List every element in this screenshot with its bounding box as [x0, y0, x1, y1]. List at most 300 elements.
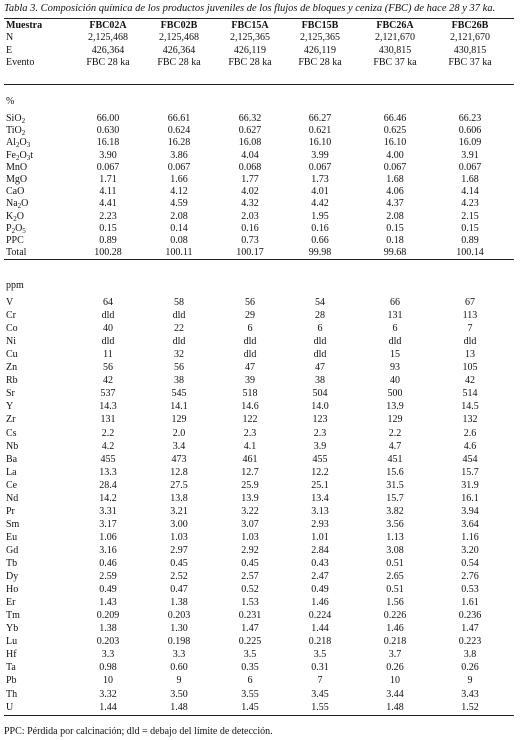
row-label: Eu	[6, 531, 18, 543]
table-row	[0, 545, 520, 557]
table-cell: 426,364	[162, 44, 196, 56]
table-cell: 4.23	[461, 198, 479, 210]
table-cell: 66	[390, 297, 400, 308]
table-cell: 16.1	[461, 492, 479, 504]
row-label: N	[6, 32, 14, 43]
table-cell: 2.76	[461, 571, 479, 583]
table-cell: 1.55	[311, 701, 329, 713]
table-cell: 47	[245, 362, 255, 374]
table-row	[0, 649, 520, 661]
table-cell: 25.9	[241, 479, 259, 491]
table-cell: 16.28	[167, 137, 191, 149]
table-cell: 0.51	[386, 558, 404, 569]
table-cell: 66.00	[96, 113, 120, 124]
table-cell: 3.08	[386, 544, 404, 556]
table-row	[0, 150, 520, 162]
table-cell: 14.0	[311, 401, 329, 413]
table-cell: 3.20	[461, 544, 479, 556]
row-label: Hf	[6, 649, 17, 661]
table-cell: 455	[100, 453, 116, 465]
table-row	[0, 113, 520, 125]
table-row	[0, 584, 520, 596]
table-cell: 27.5	[170, 479, 188, 491]
table-cell: 3.5	[313, 649, 327, 661]
table-cell: 2.0	[172, 427, 186, 439]
table-cell: 2.93	[311, 518, 329, 530]
table-cell: 4.32	[241, 198, 259, 210]
table-row	[0, 32, 520, 44]
trace-unit-row	[0, 280, 520, 292]
table-cell: 66.27	[308, 113, 332, 124]
table-cell: 0.218	[383, 636, 407, 648]
table-row	[0, 623, 520, 635]
table-cell: 1.68	[461, 174, 479, 185]
table-cell: 3.64	[461, 518, 479, 530]
row-label: Ni	[6, 336, 16, 348]
table-cell: 38	[174, 375, 184, 387]
row-label: Evento	[6, 57, 35, 68]
row-label: $K_2O$	[6, 210, 24, 223]
table-cell: 0.08	[170, 235, 188, 246]
row-label: Nb	[6, 440, 19, 452]
table-cell: 131	[387, 310, 403, 322]
table-cell: 2.2	[388, 427, 402, 439]
row-label: Ba	[6, 453, 18, 465]
table-cell: 16.09	[458, 137, 482, 149]
table-cell: 4.04	[241, 149, 259, 161]
table-cell: 430,815	[453, 44, 487, 56]
table-cell: 0.223	[458, 636, 482, 648]
table-cell: 3.99	[311, 149, 329, 161]
table-cell: 2.97	[170, 544, 188, 556]
table-cell: 3.91	[461, 149, 479, 161]
column-header: FBC26A	[376, 20, 414, 31]
table-row	[0, 186, 520, 198]
table-cell: 1.16	[461, 531, 479, 543]
subscript: 2	[17, 202, 22, 211]
table-cell: 1.61	[461, 597, 479, 609]
table-cell: 14.6	[241, 401, 259, 413]
table-cell: 1.68	[386, 174, 404, 185]
table-cell: 13.3	[99, 466, 117, 478]
table-row	[0, 610, 520, 622]
row-label: Dy	[6, 571, 19, 583]
table-cell: 0.47	[170, 584, 188, 596]
table-cell: 3.50	[170, 688, 188, 700]
table-cell: 4.1	[243, 440, 257, 452]
table-cell: 1.03	[170, 531, 188, 543]
table-row	[0, 662, 520, 674]
table-cell: 13.9	[386, 401, 404, 413]
table-cell: 131	[100, 414, 116, 426]
table-cell: 1.06	[99, 531, 117, 543]
table-cell: 2.92	[241, 544, 259, 556]
table-cell: dld	[101, 310, 115, 322]
table-row	[0, 571, 520, 583]
row-label: Zn	[6, 362, 18, 374]
table-cell: 0.198	[167, 636, 191, 648]
table-cell: 9	[176, 675, 182, 687]
table-cell: 4.42	[311, 198, 329, 210]
row-label: $Fe_2O_3t$	[6, 149, 34, 162]
table-row	[0, 532, 520, 544]
table-cell: 132	[462, 414, 478, 426]
table-cell: 16.08	[238, 137, 262, 149]
table-cell: 0.73	[241, 235, 259, 246]
table-cell: 430,815	[378, 44, 412, 56]
table-cell: 39	[245, 375, 255, 387]
column-header: FBC15A	[231, 20, 269, 31]
table-cell: 22	[174, 323, 184, 335]
table-cell: 2,125,365	[300, 32, 340, 43]
table-cell: FBC 28 ka	[86, 57, 130, 68]
table-cell: 545	[171, 388, 187, 400]
table-cell: 514	[462, 388, 478, 400]
table-row	[0, 597, 520, 609]
table-cell: 28.4	[99, 479, 117, 491]
table-cell: 10	[390, 675, 400, 687]
table-cell: 11	[103, 349, 113, 361]
row-label: Zr	[6, 414, 16, 426]
table-row	[0, 174, 520, 186]
table-cell: 3.9	[313, 440, 327, 452]
table-cell: 13.8	[170, 492, 188, 504]
table-cell: 454	[462, 453, 478, 465]
table-cell: 0.98	[99, 662, 117, 674]
table-cell: 426,119	[303, 44, 337, 56]
subscript: 2	[21, 129, 26, 138]
table-cell: 3.32	[99, 688, 117, 700]
subscript: 2	[11, 226, 16, 235]
row-label: Sr	[6, 388, 15, 400]
table-cell: FBC 28 ka	[298, 57, 342, 68]
table-top-rule	[4, 18, 514, 19]
major-unit-row	[0, 96, 520, 108]
table-cell: 66.32	[238, 113, 262, 124]
table-cell: 1.46	[311, 597, 329, 609]
table-row	[0, 375, 520, 387]
table-cell: 4.11	[99, 186, 117, 198]
subscript: 5	[22, 226, 26, 235]
table-cell: 0.46	[99, 558, 117, 569]
table-cell: 0.627	[238, 125, 262, 137]
table-cell: 66.61	[167, 113, 191, 124]
table-cell: 2.6	[463, 427, 477, 439]
table-row	[0, 558, 520, 570]
table-cell: 0.224	[308, 610, 332, 622]
table-cell: 1.45	[241, 701, 259, 713]
table-cell: 504	[312, 388, 328, 400]
table-cell: 15.7	[386, 492, 404, 504]
table-cell: 0.625	[383, 125, 407, 137]
table-cell: 0.53	[461, 584, 479, 596]
row-label: Lu	[6, 636, 18, 648]
table-cell: 54	[315, 297, 325, 308]
table-row	[0, 125, 520, 137]
row-label: SiO$_2$	[6, 113, 26, 125]
table-cell: 12.7	[241, 466, 259, 478]
table-cell: 0.15	[386, 222, 404, 234]
table-cell: 0.624	[167, 125, 191, 137]
table-cell: 1.52	[461, 701, 479, 713]
table-cell: 0.209	[96, 610, 120, 622]
row-label: Er	[6, 597, 16, 609]
table-cell: 3.55	[241, 688, 259, 700]
table-cell: 1.01	[311, 531, 329, 543]
table-cell: 0.16	[311, 222, 329, 234]
table-cell: 6	[247, 675, 253, 687]
table-row	[0, 467, 520, 479]
table-cell: 4.02	[241, 186, 259, 198]
table-row	[0, 57, 520, 69]
table-cell: 518	[242, 388, 258, 400]
row-label: La	[6, 466, 17, 478]
table-cell: 67	[465, 297, 475, 308]
subscript: 3	[26, 153, 31, 162]
subscript: 3	[26, 141, 31, 150]
table-cell: 0.15	[99, 222, 117, 234]
row-label: Ho	[6, 584, 19, 596]
table-cell: 1.30	[170, 623, 188, 635]
table-cell: 3.86	[170, 149, 188, 161]
table-cell: 25.1	[311, 479, 329, 491]
table-cell: 31.5	[386, 479, 404, 491]
table-cell: 40	[390, 375, 400, 387]
table-cell: 0.49	[99, 584, 117, 596]
table-cell: 1.53	[241, 597, 259, 609]
table-cell: 2,121,670	[375, 32, 415, 43]
table-cell: 2.3	[313, 427, 327, 439]
table-cell: 56	[245, 297, 255, 308]
row-label: PPC	[6, 235, 24, 246]
table-cell: 2.23	[99, 210, 117, 222]
table-cell: 56	[103, 362, 113, 374]
table-row	[0, 336, 520, 348]
table-row	[0, 441, 520, 453]
table-cell: dld	[243, 336, 257, 348]
table-row	[0, 493, 520, 505]
table-row	[0, 689, 520, 701]
table-cell: 40	[103, 323, 113, 335]
table-row	[0, 137, 520, 149]
table-cell: dld	[463, 336, 477, 348]
table-cell: 0.606	[458, 125, 482, 137]
table-cell: 3.00	[170, 518, 188, 530]
table-cell: 10	[103, 675, 113, 687]
table-cell: 0.14	[170, 222, 188, 234]
table-cell: 4.7	[388, 440, 402, 452]
table-row	[0, 211, 520, 223]
table-cell: 1.95	[311, 210, 329, 222]
table-cell: 473	[171, 453, 187, 465]
table-cell: 2.52	[170, 571, 188, 583]
table-cell: 4.01	[311, 186, 329, 198]
table-cell: 14.3	[99, 401, 117, 413]
row-label: V	[6, 297, 14, 308]
table-row	[0, 428, 520, 440]
table-cell: 64	[103, 297, 113, 308]
table-cell: 99.68	[383, 247, 407, 259]
table-cell: 1.38	[170, 597, 188, 609]
table-cell: 2.08	[170, 210, 188, 222]
table-cell: 0.225	[238, 636, 262, 648]
row-label: MgO	[6, 174, 28, 185]
table-cell: 47	[315, 362, 325, 374]
table-row	[0, 297, 520, 309]
table-cell: 2.59	[99, 571, 117, 583]
table-cell: 500	[387, 388, 403, 400]
table-cell: 14.1	[170, 401, 188, 413]
table-cell: 13	[465, 349, 475, 361]
column-header: FBC15B	[301, 20, 339, 31]
row-label: Ta	[6, 662, 16, 674]
table-cell: 66.46	[383, 113, 407, 124]
total-rule	[4, 259, 514, 260]
table-cell: 1.48	[170, 701, 188, 713]
table-cell: 2,125,468	[88, 32, 128, 43]
subscript: 2	[13, 214, 17, 223]
table-cell: 2.15	[461, 210, 479, 222]
column-header: FBC26B	[451, 20, 489, 31]
table-cell: 16.18	[96, 137, 120, 149]
table-cell: 0.43	[311, 558, 329, 569]
table-cell: 0.621	[308, 125, 332, 137]
table-cell: 122	[242, 414, 258, 426]
unit-label: %	[6, 96, 15, 107]
table-cell: 1.47	[461, 623, 479, 635]
table-cell: 1.13	[386, 531, 404, 543]
table-cell: 4.06	[386, 186, 404, 198]
table-cell: 2.84	[311, 544, 329, 556]
table-row	[0, 480, 520, 492]
table-row	[0, 223, 520, 235]
table-cell: 0.067	[458, 161, 482, 173]
subscript: 2	[16, 153, 20, 162]
table-cell: 2.57	[241, 571, 259, 583]
row-label: $Al_2O_3$	[6, 137, 31, 150]
table-cell: 105	[462, 362, 478, 374]
table-cell: 123	[312, 414, 328, 426]
table-row	[0, 349, 520, 361]
row-label: Cs	[6, 427, 17, 439]
table-cell: 3.3	[172, 649, 186, 661]
table-cell: 4.6	[463, 440, 477, 452]
table-cell: 0.49	[311, 584, 329, 596]
table-row	[0, 675, 520, 687]
row-label: Tb	[6, 558, 18, 569]
table-cell: 0.45	[241, 558, 259, 569]
table-bottom-rule	[4, 715, 514, 716]
table-row	[0, 414, 520, 426]
table-cell: 100.28	[94, 247, 122, 259]
row-label: U	[6, 701, 14, 713]
table-cell: 2,125,468	[159, 32, 199, 43]
table-cell: 0.18	[386, 235, 404, 246]
subscript: 2	[21, 117, 26, 125]
row-label: Yb	[6, 623, 19, 635]
table-cell: 12.2	[311, 466, 329, 478]
table-cell: 3.45	[311, 688, 329, 700]
table-row	[0, 454, 520, 466]
meta-bottom-rule	[4, 84, 514, 85]
row-label: Th	[6, 688, 18, 700]
table-cell: dld	[313, 349, 327, 361]
row-label: Nd	[6, 492, 19, 504]
table-cell: 1.56	[386, 597, 404, 609]
table-cell: 56	[174, 362, 184, 374]
table-cell: 99.98	[308, 247, 332, 259]
row-label: Pb	[6, 675, 17, 687]
table-cell: 2.65	[386, 571, 404, 583]
table-cell: 0.231	[238, 610, 262, 622]
table-cell: 93	[390, 362, 400, 374]
table-cell: 15.6	[386, 466, 404, 478]
table-cell: 14.2	[99, 492, 117, 504]
row-label: Y	[6, 401, 14, 413]
table-cell: 0.35	[241, 662, 259, 674]
table-cell: 0.068	[238, 161, 262, 173]
row-label: TiO$_2$	[6, 125, 26, 138]
table-cell: 6	[317, 323, 323, 335]
table-cell: 0.26	[386, 662, 404, 674]
table-cell: 4.37	[386, 198, 404, 210]
table-cell: 28	[315, 310, 325, 322]
table-cell: 3.22	[241, 505, 259, 517]
table-cell: 455	[312, 453, 328, 465]
row-label: Pr	[6, 505, 15, 517]
table-cell: 2.47	[311, 571, 329, 583]
table-cell: 14.5	[461, 401, 479, 413]
table-cell: 3.90	[99, 149, 117, 161]
table-cell: 1.47	[241, 623, 259, 635]
subscript: 2	[16, 141, 20, 150]
table-cell: 58	[174, 297, 184, 308]
table-cell: 1.71	[99, 174, 117, 185]
table-row	[0, 388, 520, 400]
table-cell: 4.41	[99, 198, 117, 210]
table-cell: 0.203	[96, 636, 120, 648]
table-cell: 4.12	[170, 186, 188, 198]
row-label: Rb	[6, 375, 18, 387]
table-cell: 0.067	[308, 161, 332, 173]
table-cell: 3.13	[311, 505, 329, 517]
table-cell: 1.73	[311, 174, 329, 185]
table-cell: 0.89	[461, 235, 479, 246]
table-cell: 3.94	[461, 505, 479, 517]
table-cell: 0.66	[311, 235, 329, 246]
table-cell: 31.9	[461, 479, 479, 491]
table-cell: 6	[247, 323, 253, 335]
row-label: Cu	[6, 349, 18, 361]
table-cell: 537	[100, 388, 116, 400]
table-cell: 29	[245, 310, 255, 322]
table-cell: dld	[101, 336, 115, 348]
table-cell: 0.226	[383, 610, 407, 622]
table-cell: 100.11	[165, 247, 193, 259]
table-cell: 13.9	[241, 492, 259, 504]
table-row	[0, 162, 520, 174]
table-cell: 3.82	[386, 505, 404, 517]
table-row	[0, 310, 520, 322]
table-cell: 6	[392, 323, 398, 335]
table-cell: 3.16	[99, 544, 117, 556]
table-cell: 1.03	[241, 531, 259, 543]
table-cell: 0.52	[241, 584, 259, 596]
table-cell: 2,121,670	[450, 32, 490, 43]
table-cell: 12.8	[170, 466, 188, 478]
table-cell: 100.17	[236, 247, 264, 259]
table-row	[0, 45, 520, 57]
